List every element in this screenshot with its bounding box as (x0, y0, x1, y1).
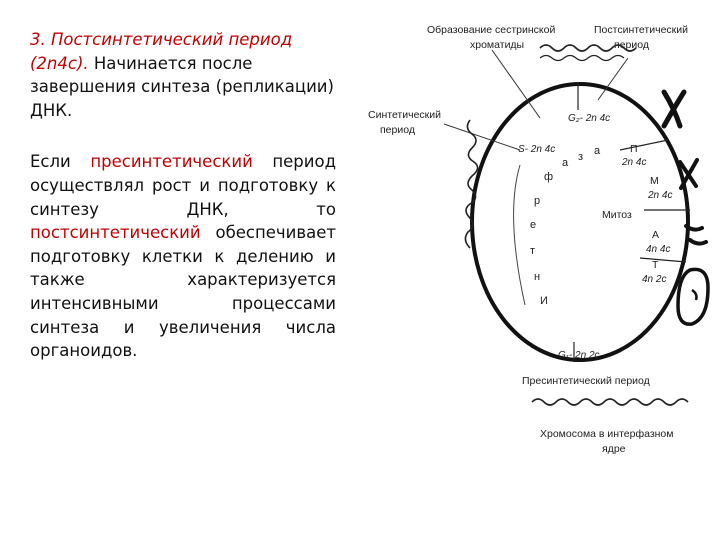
interphase-letter: а (594, 145, 601, 157)
label-g1: G₁- 2n 2c (558, 350, 600, 361)
label-p-formula: 2n 4c (622, 157, 647, 168)
label-pre: Пресинтетический период (522, 375, 650, 387)
body-text: обеспечивает подготовку клетки к делению и также характеризуется интенсивными процессами синтеза и увеличения числа органоидов. (30, 223, 336, 361)
highlight-presynthetic: пресинтетический (90, 152, 253, 172)
pointer-synth (444, 124, 520, 150)
body-text: Если (30, 152, 91, 172)
interphase-letter: И (540, 295, 548, 307)
label-p-letter: П (630, 143, 638, 155)
chromatin-strand-bottom (532, 399, 688, 405)
label-a-letter: А (652, 229, 660, 241)
chromosome-x-icon (664, 92, 684, 126)
label-chrom-2: ядре (602, 443, 626, 455)
interphase-letter: р (534, 195, 541, 207)
interphase-letter: а (562, 157, 569, 169)
pointer-sister (492, 50, 540, 118)
label-s: S- 2n 4c (518, 144, 556, 155)
label-t-letter: Т (652, 259, 659, 271)
label-synth-1: Синтетический (368, 109, 441, 121)
inner-arc (514, 165, 525, 305)
label-m-letter: М (650, 175, 659, 187)
label-m-formula: 2n 4c (648, 190, 673, 201)
label-g2: G₂- 2n 4c (568, 113, 611, 124)
label-synth-2: период (380, 124, 415, 136)
interphase-letter: т (530, 245, 536, 257)
label-post-2: период (614, 39, 649, 51)
interphase-letter: з (578, 151, 584, 163)
divider-line (620, 140, 668, 150)
interphase-letter: е (530, 219, 537, 231)
heading-tail: Начинается после завершения синтеза (репликации) ДНК. (30, 53, 334, 120)
label-sister-2: хроматиды (470, 39, 525, 51)
divider-line (640, 258, 686, 262)
label-sister-1: Образование сестринской (427, 24, 556, 36)
label-post-1: Постсинтетический (594, 24, 688, 36)
interphase-letter: ф (544, 171, 554, 183)
label-a-formula: 4n 4c (646, 244, 671, 255)
label-mitosis: Митоз (602, 209, 632, 221)
section-heading: 3. Постсинтетический период (2n4c). (30, 30, 293, 73)
dividing-cell-icon (678, 269, 708, 324)
label-chrom-1: Хромосома в интерфазном (540, 428, 674, 440)
label-t-formula: 4n 2c (642, 274, 667, 285)
cycle-ring (472, 84, 688, 360)
highlight-postsynthetic: постсинтетический (30, 223, 201, 243)
chromatin-strand-top2 (540, 56, 624, 61)
body-text: период осуществлял рост и подготовку к синтезу ДНК, то (30, 152, 337, 219)
interphase-letter: н (534, 271, 541, 283)
